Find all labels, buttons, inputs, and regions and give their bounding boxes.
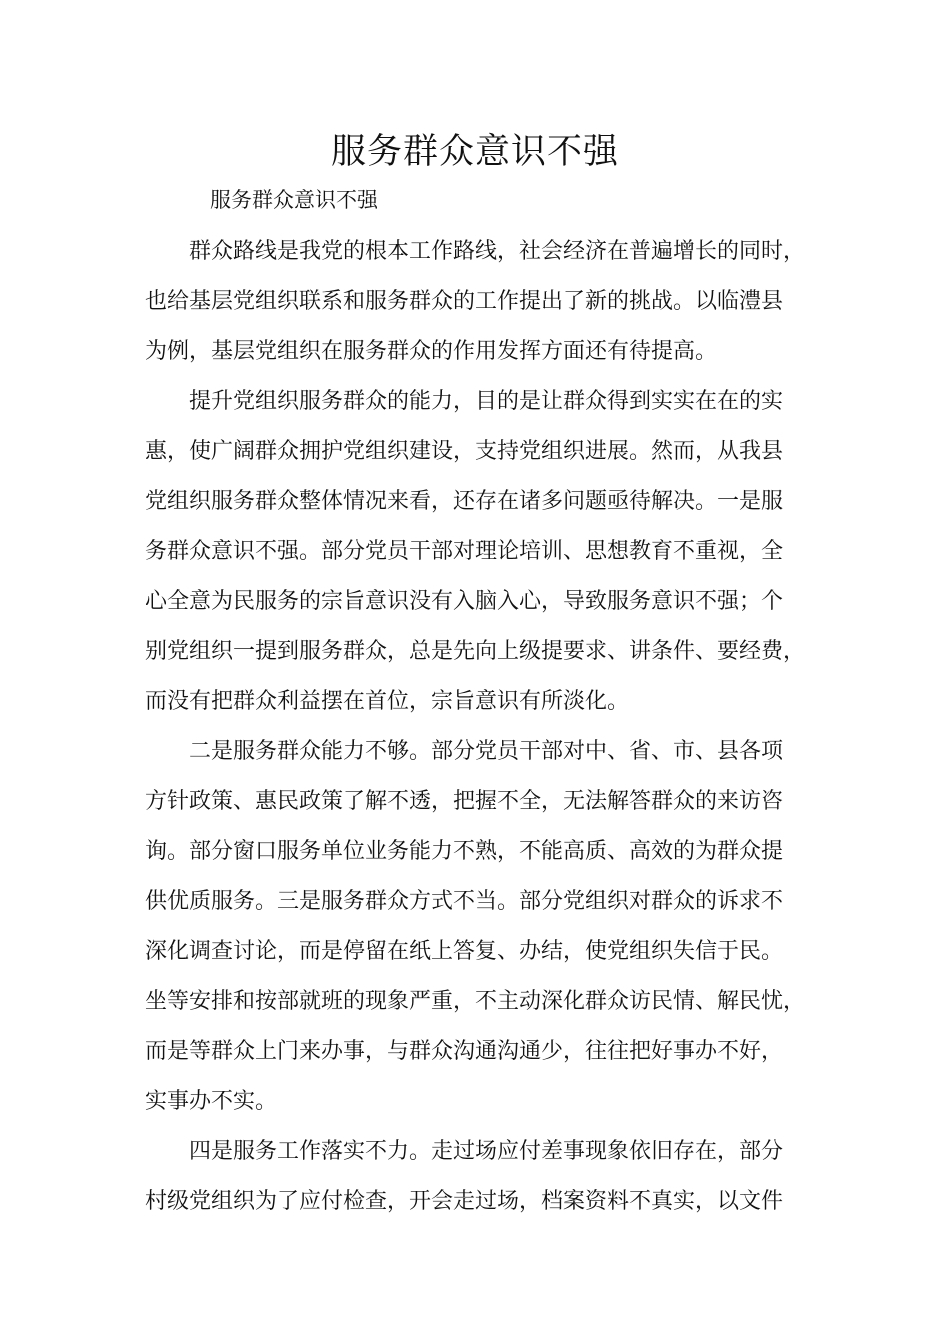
paragraph-3 <box>145 727 827 1127</box>
paragraph-line: 而没有把群众利益摆在首位，宗旨意识有所淡化。 <box>145 689 630 714</box>
paragraph-line: 二是服务群众能力不够。部分党员干部对中、省、市、县各项 <box>189 739 784 764</box>
paragraph-line: 供优质服务。三是服务群众方式不当。部分党组织对群众的诉求不 <box>145 889 784 914</box>
paragraph-line: 为例，基层党组织在服务群众的作用发挥方面还有待提高。 <box>145 339 718 364</box>
paragraph-line: 坐等安排和按部就班的现象严重，不主动深化群众访民情、解民忧， <box>145 989 806 1014</box>
paragraph-line: 村级党组织为了应付检查，开会走过场，档案资料不真实，以文件 <box>145 1189 784 1214</box>
paragraph-line: 群众路线是我党的根本工作路线，社会经济在普遍增长的同时， <box>189 239 806 264</box>
paragraph-4 <box>145 1127 827 1227</box>
document-title: 服务群众意识不强 <box>330 132 619 172</box>
paragraph-line: 提升党组织服务群众的能力，目的是让群众得到实实在在的实 <box>189 389 784 414</box>
paragraph-line: 实事办不实。 <box>145 1089 278 1114</box>
paragraph-line: 方针政策、惠民政策了解不透，把握不全，无法解答群众的来访咨 <box>145 789 784 814</box>
paragraph-line: 询。部分窗口服务单位业务能力不熟，不能高质、高效的为群众提 <box>145 839 784 864</box>
paragraph-line: 而是等群众上门来办事，与群众沟通沟通少，往往把好事办不好， <box>145 1039 784 1064</box>
paragraph-line: 也给基层党组织联系和服务群众的工作提出了新的挑战。以临澧县 <box>145 289 784 314</box>
paragraph-line: 务群众意识不强。部分党员干部对理论培训、思想教育不重视，全 <box>145 539 784 564</box>
paragraph-1 <box>145 227 827 377</box>
paragraph-line: 深化调查讨论，而是停留在纸上答复、办结，使党组织失信于民。 <box>145 939 784 964</box>
paragraph-2 <box>145 377 827 727</box>
paragraph-line: 别党组织一提到服务群众，总是先向上级提要求、讲条件、要经费， <box>145 639 806 664</box>
document-subtitle: 服务群众意识不强 <box>210 188 378 212</box>
paragraph-line: 心全意为民服务的宗旨意识没有入脑入心，导致服务意识不强；个 <box>145 589 784 614</box>
paragraph-line: 惠，使广阔群众拥护党组织建设，支持党组织进展。然而，从我县 <box>145 439 784 464</box>
paragraph-line: 四是服务工作落实不力。走过场应付差事现象依旧存在，部分 <box>189 1139 784 1164</box>
paragraph-line: 党组织服务群众整体情况来看，还存在诸多问题亟待解决。一是服 <box>145 489 784 514</box>
